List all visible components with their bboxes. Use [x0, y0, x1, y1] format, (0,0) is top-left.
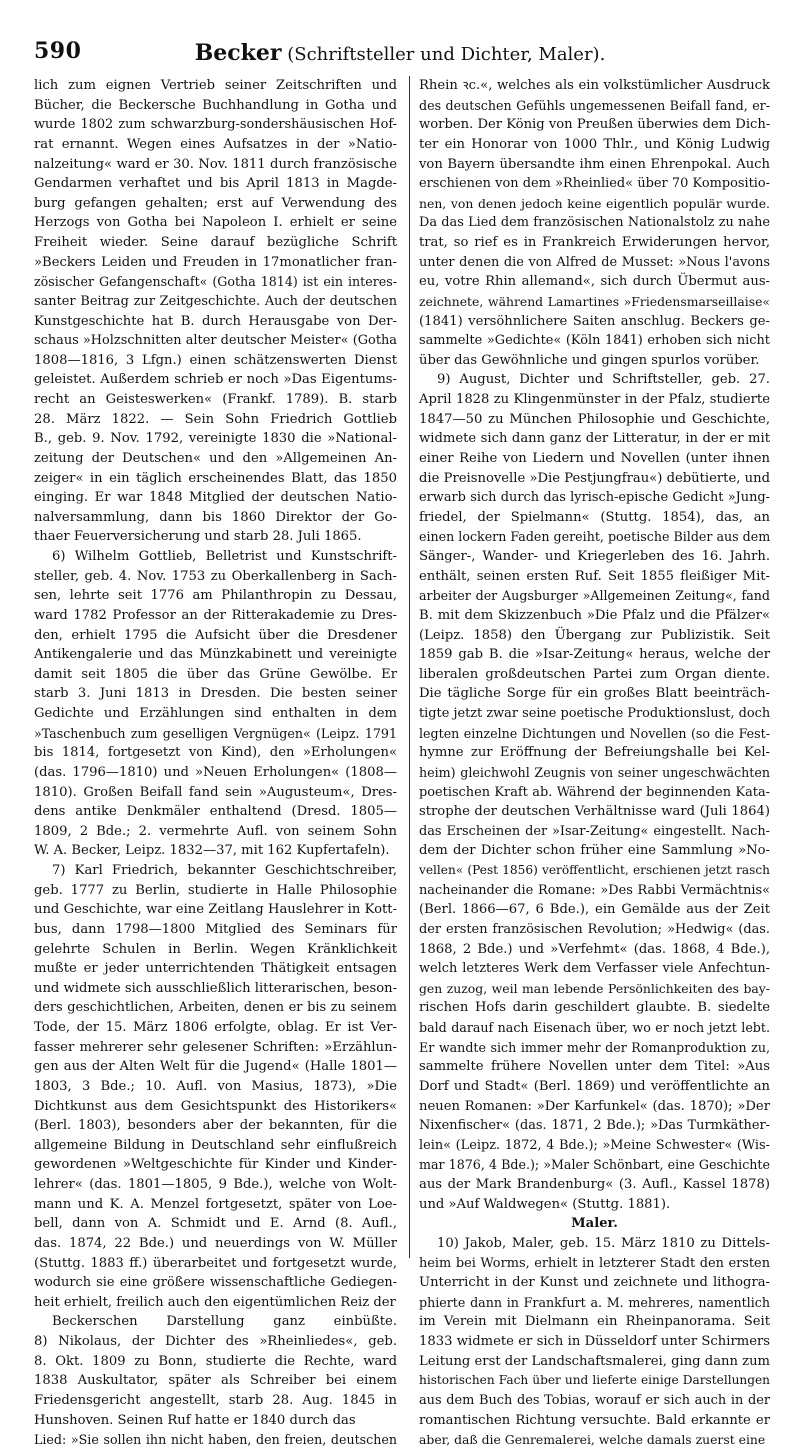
text-line: welch letzteres Werk dem Verfasser viele Anfechtun-	[419, 961, 770, 977]
text-line: sen, lehrte seit 1776 am Philanthropin zu Dessau,	[34, 588, 397, 604]
text-line: (das. 1796—1810) und »Neuen Erholungen« (1808—	[34, 764, 397, 780]
text-line: unter denen die von Alfred de Musset: »Nous l'avons	[419, 254, 770, 270]
text-line: Er wandte sich immer mehr der Romanproduktion zu,	[419, 1039, 770, 1055]
text-line: lich zum eignen Vertrieb seiner Zeitschriften und	[34, 78, 397, 93]
text-line: sammelte »Gedichte« (Köln 1841) erhoben sich nicht	[419, 333, 770, 349]
page-header	[34, 38, 766, 68]
text-line: 8) Nikolaus, der Dichter des »Rheinliedes«, geb.	[34, 1334, 397, 1349]
text-line: (Stuttg. 1883 ff.) überarbeitet und fortgesetzt wurde,	[34, 1255, 397, 1271]
text-line: heim) gleichwohl Zeugnis von seiner ungeschwächten	[419, 764, 770, 780]
text-line: bald darauf nach Eisenach über, wo er noch jetzt lebt.	[419, 1020, 770, 1035]
text-line: widmete sich dann ganz der Litteratur, in der er mit	[419, 431, 770, 447]
text-line: zeitung der Deutschen« und den »Allgemeinen An-	[34, 450, 397, 466]
text-line: 1868, 2 Bde.) und »Verfehmt« (das. 1868, 4 Bde.),	[419, 941, 770, 957]
text-line: damit seit 1805 die über das Grüne Gewölbe. Er	[34, 666, 397, 682]
text-line: (Leipz. 1858) den Übergang zur Publizistik. Seit	[419, 627, 770, 643]
text-line: gen aus der Alten Welt für die Jugend« (Halle 1801—	[34, 1059, 397, 1075]
text-line: lein« (Leipz. 1872, 4 Bde.); »Meine Schwester« (Wis-	[419, 1137, 770, 1153]
text-line: strophe der deutschen Verhältnisse ward (Juli 1864)	[419, 804, 770, 820]
left-text-column	[34, 76, 398, 1448]
page-number: 590	[34, 38, 82, 64]
text-line: Freiheit wieder. Seine darauf bezügliche Schrift	[34, 235, 397, 250]
text-line: legten einzelne Dichtungen und Novellen (so die Fest-	[419, 725, 770, 741]
text-line: friedel, der Spielmann« (Stuttg. 1854), das, an	[419, 509, 770, 525]
text-line: Maler.	[571, 1216, 618, 1232]
text-line: den, erhielt 1795 die Aufsicht über die Dresdener	[34, 627, 397, 643]
text-line: Herzogs von Gotha bei Napoleon I. erhielt er seine	[34, 215, 397, 231]
text-line: geb. 1777 zu Berlin, studierte in Halle Philosophie	[34, 882, 397, 898]
text-line: Gedichte und Erzählungen sind enthalten in dem	[34, 706, 397, 721]
text-line: aber, daß die Genremalerei, welche damals zuerst eine	[419, 1432, 766, 1448]
text-line: Kunstgeschichte hat B. durch Herausgabe von Der-	[34, 313, 397, 329]
text-line: steller, geb. 4. Nov. 1753 zu Oberkallenberg in Sach-	[34, 568, 397, 584]
text-line: Da das Lied dem französischen Nationalstolz zu nahe	[419, 215, 770, 231]
text-line: phierte dann in Frankfurt a. M. mehreres, namentlich	[419, 1294, 770, 1310]
text-line: Friedensgericht angestellt, starb 28. Aug. 1845 in	[34, 1392, 397, 1408]
text-line: 1803, 3 Bde.; 10. Aufl. von Masius, 1873), »Die	[34, 1078, 397, 1094]
text-line: und »Auf Waldwegen« (Stuttg. 1881).	[419, 1196, 671, 1212]
text-line: aus dem Buch des Tobias, worauf er sich auch in der	[419, 1392, 770, 1408]
text-line: (Berl. 1803), besonders aber der bekannten, für die	[34, 1118, 397, 1134]
text-line: Leitung erst der Landschaftsmalerei, ging dann zum	[419, 1353, 770, 1369]
text-line: rat ernannt. Wegen eines Aufsatzes in der »Natio-	[34, 136, 397, 152]
text-line: des deutschen Gefühls ungemessenen Beifall fand, er-	[419, 97, 770, 113]
text-line: einging. Er war 1848 Mitglied der deutschen Natio-	[34, 490, 397, 506]
text-line: worben. Der König von Preußen überwies dem Dich-	[419, 117, 771, 133]
text-line: das Erscheinen der »Isar-Zeitung« eingestellt. Nach-	[419, 823, 770, 839]
text-line: 10) Jakob, Maler, geb. 15. März 1810 zu Dittels-	[437, 1235, 770, 1251]
text-line: Dorf und Stadt« (Berl. 1869) und veröffentlichte an	[419, 1078, 770, 1094]
text-line: wurde 1802 zum schwarzburg-sondershäusischen Hof-	[34, 117, 397, 133]
text-line: Unterricht in der Kunst und zeichnete und lithogra-	[419, 1275, 770, 1291]
text-line: thaer Feuerversicherung und starb 28. Juli 1865.	[34, 529, 362, 545]
text-line: zösischer Gefangenschaft« (Gotha 1814) ist ein interes-	[34, 274, 397, 290]
text-line: mußte er jeder unterrichtenden Thätigkeit entsagen	[34, 961, 397, 977]
text-line: W. A. Becker, Leipz. 1832—37, mit 162 Kupfertafeln).	[34, 843, 390, 859]
text-line: einen lockern Faden gereiht, poetische Bilder aus dem	[419, 529, 771, 545]
text-line: im Verein mit Dielmann ein Rheinpanorama. Seit	[419, 1314, 770, 1330]
text-line: burg gefangen gehalten; erst auf Verwendung des	[34, 195, 397, 211]
text-line: einer Reihe von Liedern und Novellen (unter ihnen	[419, 450, 770, 466]
text-line: ders geschichtlichen, Arbeiten, denen er bis zu seinem	[34, 1000, 397, 1016]
text-line: das. 1874, 22 Bde.) und neuerdings von W. Müller	[34, 1235, 397, 1251]
text-line: eu, votre Rhin allemand«, sich durch Übermut aus-	[419, 274, 770, 290]
text-line: der ersten französischen Revolution; »Hedwig« (das.	[419, 921, 770, 937]
text-line: poetischen Kraft ab. Während der beginnenden Kata-	[419, 784, 770, 800]
text-line: 1808—1816, 3 Lfgn.) einen schätzenswerten Dienst	[34, 352, 397, 368]
text-line: neuen Romanen: »Der Karfunkel« (das. 1870); »Der	[419, 1098, 770, 1114]
text-line: 6) Wilhelm Gottlieb, Belletrist und Kunstschrift-	[52, 549, 397, 564]
running-head	[34, 40, 766, 66]
text-line: »Taschenbuch zum geselligen Vergnügen« (Leipz. 1791	[34, 725, 397, 741]
text-line: Tode, der 15. März 1806 erfolgte, oblag. Er ist Ver-	[34, 1020, 397, 1035]
text-line: bis 1814, fortgesetzt von Kind), den »Erholungen«	[34, 745, 397, 761]
text-line: nen, von denen jedoch keine eigentlich populär wurde.	[419, 195, 770, 211]
text-line: enthält, seinen ersten Ruf. Seit 1855 fleißiger Mit-	[419, 568, 770, 584]
text-line: erschienen von dem »Rheinlied« über 70 Kompositio-	[419, 176, 770, 192]
text-line: zeichnete, während Lamartines »Friedensmarseillaise«	[419, 293, 770, 309]
running-head-keyword: Becker	[194, 40, 282, 66]
text-line: B. mit dem Skizzenbuch »Die Pfalz und die Pfälzer«	[419, 607, 770, 623]
text-line: und widmete sich ausschließlich litterarischen, beson-	[34, 980, 398, 996]
text-line: Die tägliche Sorge für ein großes Blatt beeinträch-	[419, 686, 770, 702]
text-line: erwarb sich durch das lyrisch-epische Gedicht »Jung-	[419, 490, 770, 506]
text-line: Hunshoven. Seinen Ruf hatte er 1840 durch das	[34, 1412, 356, 1428]
text-line: über das Gewöhnliche und gingen spurlos vorüber.	[419, 352, 760, 368]
text-line: mar 1876, 4 Bde.); »Maler Schönbart, eine Geschichte	[419, 1157, 770, 1173]
text-line: 1838 Auskultator, später als Schreiber bei einem	[34, 1373, 397, 1389]
text-line: wodurch sie eine größere wissenschaftliche Gediegen-	[34, 1275, 397, 1291]
text-line: mann und K. A. Menzel fortgesetzt, später von Loe-	[34, 1196, 397, 1212]
text-line: (1841) versöhnlichere Saiten anschlug. Beckers ge-	[419, 313, 770, 329]
text-line: geleistet. Außerdem schrieb er noch »Das Eigentums-	[34, 372, 397, 388]
text-line: heit erhielt, freilich auch den eigentümlichen Reiz der	[34, 1294, 396, 1310]
text-line: liberalen großdeutschen Partei zum Organ diente.	[419, 666, 770, 682]
text-line: Sänger-, Wander- und Kriegerleben des 16. Jahrh.	[419, 549, 770, 564]
text-line: die Preisnovelle »Die Pestjungfrau«) debütierte, und	[419, 470, 770, 486]
text-line: 1810). Großen Beifall fand sein »Augusteum«, Dres-	[34, 784, 397, 800]
text-line: heim bei Worms, erhielt in letzterer Stadt den ersten	[419, 1255, 770, 1271]
text-line: historischen Fach über und lieferte einige Darstellungen	[419, 1373, 770, 1388]
text-line: santer Beitrag zur Zeitgeschichte. Auch der deutschen	[34, 293, 397, 309]
text-line: recht an Geisteswerken« (Frankf. 1789). B. starb	[34, 392, 397, 407]
text-line: B., geb. 9. Nov. 1792, vereinigte 1830 die »National-	[34, 431, 397, 447]
text-line: von Bayern übersandte ihm einen Ehrenpokal. Auch	[419, 156, 770, 172]
text-line: fasser mehrerer sehr gelesener Schriften: »Erzählun-	[34, 1039, 397, 1055]
text-line: romantischen Richtung versuchte. Bald erkannte er	[419, 1412, 770, 1428]
text-line: arbeiter der Augsburger »Allgemeinen Zeitung«, fand	[419, 588, 770, 604]
text-line: dens antike Denkmäler enthaltend (Dresd. 1805—	[34, 804, 397, 820]
text-line: allgemeine Bildung in Deutschland sehr einflußreich	[34, 1137, 397, 1153]
text-line: tigte jetzt zwar seine poetische Produktionslust, doch	[419, 706, 771, 721]
text-line: Nixenfischer« (das. 1871, 2 Bde.); »Das Turmkäther-	[419, 1118, 770, 1134]
text-line: vellen« (Pest 1856) veröffentlicht, erschienen jetzt rasch	[419, 863, 770, 877]
text-line: Antikengalerie und das Münzkabinett und vereinigte	[34, 647, 397, 663]
text-line: ward 1782 Professor an der Ritterakademie zu Dres-	[34, 607, 397, 623]
text-line: Gendarmen verhaftet und bis April 1813 in Magde-	[34, 176, 397, 192]
text-line: dem der Dichter schon früher eine Sammlung »No-	[419, 843, 770, 859]
text-line: lehrer« (das. 1801—1805, 9 Bde.), welche von Wolt-	[34, 1177, 397, 1192]
text-line: 8. Okt. 1809 zu Bonn, studierte die Rechte, ward	[34, 1353, 397, 1369]
text-line: Beckerschen Darstellung ganz einbüßte.	[52, 1314, 397, 1330]
text-line: 1859 gab B. die »Isar-Zeitung« heraus, welche der	[419, 647, 770, 663]
text-line: starb 3. Juni 1813 in Dresden. Die besten seiner	[34, 686, 397, 702]
text-line: aus der Mark Brandenburg« (3. Aufl., Kassel 1878)	[419, 1177, 770, 1192]
column-divider	[409, 76, 410, 1258]
text-line: »Beckers Leiden und Freuden in 17monatlicher fran-	[34, 254, 397, 270]
text-line: gelehrte Schulen in Berlin. Wegen Kränklichkeit	[34, 941, 397, 957]
text-line: gewordenen »Weltgeschichte für Kinder und Kinder-	[34, 1157, 397, 1173]
text-line: (Berl. 1866—67, 6 Bde.), ein Gemälde aus der Zeit	[419, 902, 770, 918]
text-line: trat, so rief es in Frankreich Erwiderungen hervor,	[419, 235, 770, 250]
text-line: Dichtkunst aus dem Gesichtspunkt des Historikers«	[34, 1098, 397, 1114]
text-line: 7) Karl Friedrich, bekannter Geschichtschreiber,	[52, 863, 397, 878]
text-line: gen zuzog, weil man lebende Persönlichkeiten des bay-	[419, 980, 770, 996]
text-line: 28. März 1822. — Sein Sohn Friedrich Gottlieb	[34, 411, 397, 427]
text-line: 1847—50 zu München Philosophie und Geschichte,	[419, 411, 770, 427]
text-line: sammelte frühere Novellen unter dem Titel: »Aus	[419, 1059, 770, 1075]
text-line: zeiger« in ein täglich erscheinendes Blatt, das 1850	[34, 470, 397, 486]
text-line: nacheinander die Romane: »Des Rabbi Vermächtnis«	[419, 882, 770, 898]
text-line: rischen Hofs darin geschildert glaubte. B. siedelte	[419, 1000, 770, 1016]
text-line: ter ein Honorar von 1000 Thlr., und König Ludwig	[419, 136, 770, 152]
text-line: Bücher, die Beckersche Buchhandlung in Gotha und	[34, 97, 397, 113]
text-line: bell, dann von A. Schmidt und E. Arnd (8. Aufl.,	[34, 1216, 397, 1232]
text-line: 1833 widmete er sich in Düsseldorf unter Schirmers	[419, 1334, 770, 1349]
text-line: Lied: »Sie sollen ihn nicht haben, den freien, deutschen	[34, 1432, 397, 1448]
text-line: nalversammlung, dann bis 1860 Direktor der Go-	[34, 509, 397, 525]
running-head-subtitle: (Schriftsteller und Dichter, Maler).	[281, 44, 606, 65]
text-line: bus, dann 1798—1800 Mitglied des Seminars für	[34, 921, 397, 937]
text-line: 1809, 2 Bde.; 2. vermehrte Aufl. von seinem Sohn	[34, 823, 397, 839]
text-line: schaus »Holzschnitten alter deutscher Meister« (Gotha	[34, 333, 397, 349]
text-line: Rhein ꝛc.«, welches als ein volkstümlicher Ausdruck	[419, 78, 770, 93]
text-line: 9) August, Dichter und Schriftsteller, geb. 27.	[437, 372, 770, 388]
text-line: April 1828 zu Klingenmünster in der Pfalz, studierte	[419, 392, 770, 407]
text-line: und Geschichte, war eine Zeitlang Hauslehrer in Kott-	[34, 902, 397, 918]
text-line: hymne zur Eröffnung der Befreiungshalle bei Kel-	[419, 745, 770, 761]
text-line: nalzeitung« ward er 30. Nov. 1811 durch französische	[34, 156, 397, 172]
right-text-column	[419, 76, 771, 1448]
